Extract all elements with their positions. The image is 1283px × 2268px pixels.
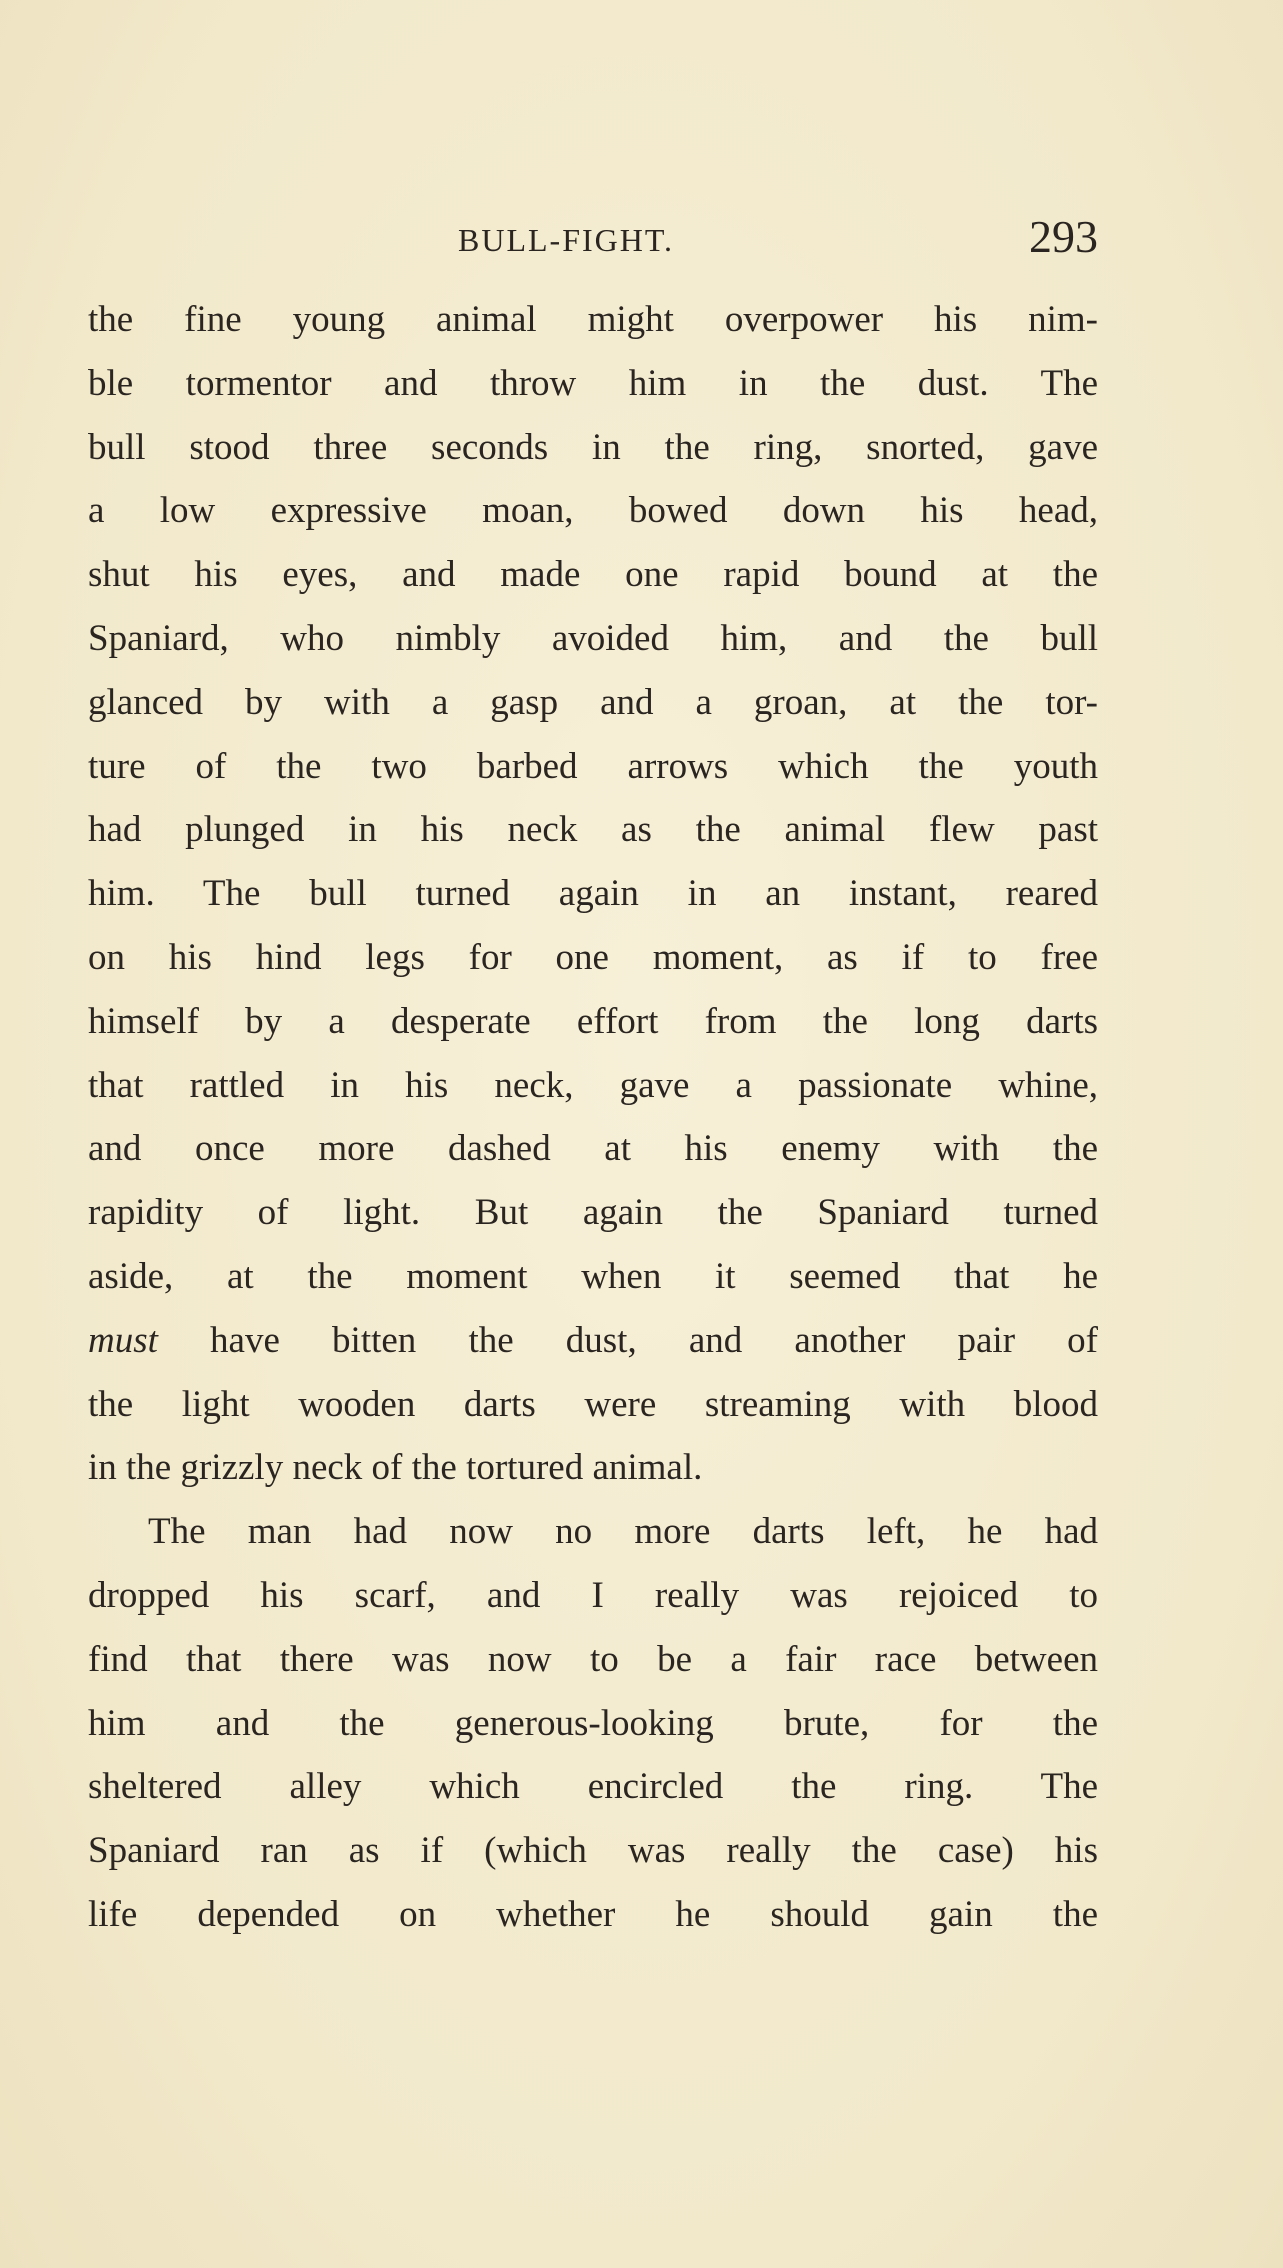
body-text (88, 288, 1098, 1947)
text-line: rapidity of light. But again the Spaniard turned (88, 1192, 1098, 1234)
text-line (88, 1309, 1098, 1373)
running-head (88, 210, 1098, 270)
text-line: shut his eyes, and made one rapid bound at the (88, 554, 1098, 596)
text-line: him. The bull turned again in an instant, reared (88, 873, 1098, 915)
text-line: him and the generous-looking brute, for the (88, 1702, 1098, 1744)
text-line: bull stood three seconds in the ring, snorted, gave (88, 426, 1098, 468)
text-line: The man had now no more darts left, he had (148, 1511, 1098, 1553)
text-line: Spaniard ran as if (which was really the case) his (88, 1830, 1098, 1872)
text-line: sheltered alley which encircled the ring. The (88, 1766, 1098, 1808)
text-line: a low expressive moan, bowed down his head, (88, 490, 1098, 532)
running-title: BULL-FIGHT. (458, 222, 675, 258)
text-line: ble tormentor and throw him in the dust. The (88, 362, 1098, 404)
text-line: ture of the two barbed arrows which the youth (88, 745, 1098, 787)
page-number: 293 (1029, 211, 1098, 262)
text-line: Spaniard, who nimbly avoided him, and the bull (88, 617, 1098, 659)
emphasized-word: must (88, 1319, 158, 1361)
text-line: had plunged in his neck as the animal flew past (88, 809, 1098, 851)
text-line: himself by a desperate effort from the long darts (88, 1000, 1098, 1042)
text-line: the fine young animal might overpower his nim- (88, 299, 1098, 340)
text-line: dropped his scarf, and I really was rejoiced to (88, 1574, 1098, 1616)
text-line: find that there was now to be a fair race between (88, 1638, 1098, 1680)
text-line: in the grizzly neck of the tortured animal. (88, 1447, 703, 1489)
text-line: that rattled in his neck, gave a passionate whine, (88, 1064, 1098, 1106)
text-line: aside, at the moment when it seemed that he (88, 1255, 1098, 1297)
text-line: the light wooden darts were streaming with blood (88, 1383, 1098, 1425)
text-line: and once more dashed at his enemy with the (88, 1128, 1098, 1170)
text-line: life depended on whether he should gain the (88, 1893, 1098, 1935)
line-rest: have bitten the dust, and another pair of (157, 1319, 1098, 1361)
text-line: glanced by with a gasp and a groan, at the tor- (88, 681, 1098, 723)
text-line: on his hind legs for one moment, as if to free (88, 936, 1098, 978)
